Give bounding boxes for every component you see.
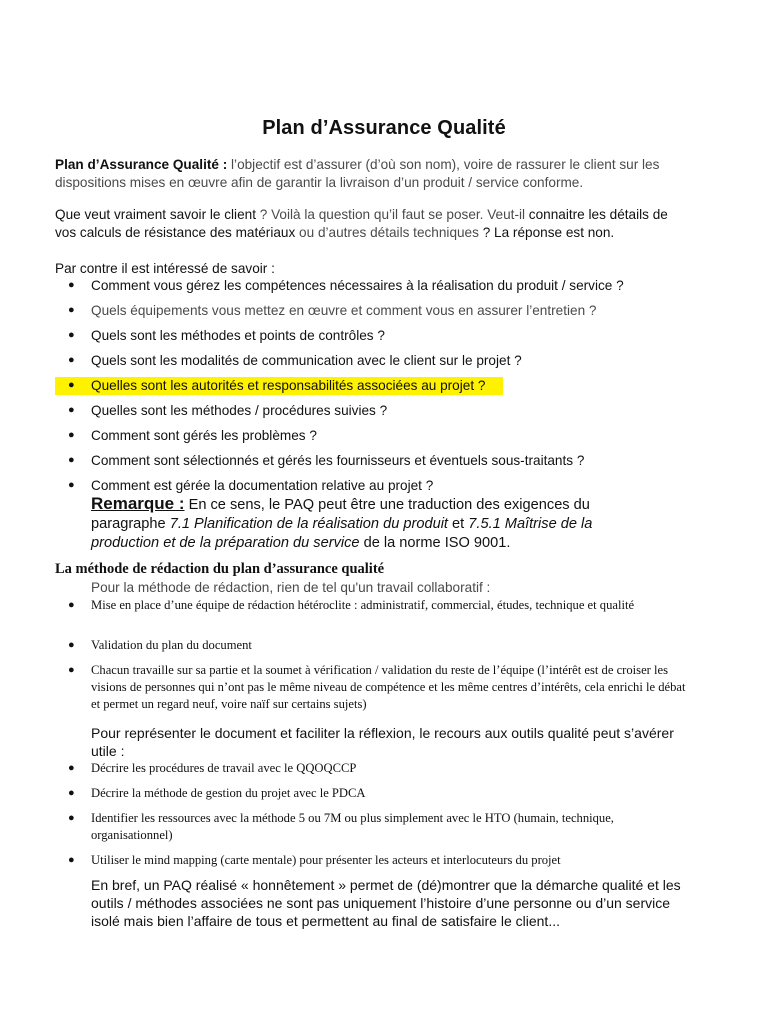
list-item: ● Chacun travaille sur sa partie et la soumet à vérification / validation du reste de l’équipe (l’intérêt est de croiser les visions de personnes qui n’ont pas le même niveau de compétence et les même centres d’intérêts, cela enrichi le débat et permet un regard neuf, voire naïf sur certains sujets) <box>68 663 686 711</box>
intro-label: Plan d’Assurance Qualité : <box>55 157 228 172</box>
remarque-paragraph: Remarque : En ce sens, le PAQ peut être une traduction des exigences du paragraphe 7.1 Planification de la réalisation du produit et 7.5.1 Maîtrise de la production et de la préparation du service de la norme ISO 9001. <box>91 494 593 551</box>
list-item: ● Comment vous gérez les compétences nécessaires à la réalisation du produit / service ? <box>68 278 624 293</box>
bullet-icon: ● <box>68 812 75 824</box>
bullet-icon: ● <box>68 762 75 774</box>
list-item: ● Utiliser le mind mapping (carte mentale) pour présenter les acteurs et interlocuteurs du projet <box>68 853 561 867</box>
bullet-icon: ● <box>68 279 75 291</box>
conclusion-text: En bref, un PAQ réalisé « honnêtement » permet de (dé)montrer que la démarche qualité et les outils / méthodes associées ne sont pas uniquement l’histoire d’une personne ou d’un service isolé mais bien l’affaire de tous et permettent au final de satisfaire le client... <box>91 877 681 929</box>
document-title: Plan d’Assurance Qualité <box>262 117 506 139</box>
bullet-icon: ● <box>68 599 75 611</box>
questions-list <box>55 277 695 502</box>
bullet-icon: ● <box>68 404 75 416</box>
list-item: ● Décrire la méthode de gestion du projet avec le PDCA <box>68 786 366 800</box>
question-part1: Que veut vraiment savoir le client <box>55 207 256 222</box>
question-paragraph <box>55 206 685 241</box>
remarque-ref-2: 7.5.1 Maîtrise de la production et de la préparation du service <box>91 516 593 551</box>
bullet-icon: ● <box>68 479 75 491</box>
remarque-ref-1: 7.1 Planification de la réalisation du produit <box>169 516 448 532</box>
outils-intro: Pour représenter le document et faciliter la réflexion, le recours aux outils qualité peut s’avérer utile : <box>91 725 674 759</box>
question-part2: ? Voilà la question qu’il faut se poser. Veut-il <box>255 207 526 222</box>
bullet-icon: ● <box>68 429 75 441</box>
bullet-icon: ● <box>68 329 75 341</box>
list-item: ● Identifier les ressources avec la méthode 5 ou 7M ou plus simplement avec le HTO (humain, technique, organisationnel) <box>68 811 614 842</box>
question-part3: connaitre les détails de vos calculs de résistance des matériaux <box>55 207 668 240</box>
bullet-icon: ● <box>68 304 75 316</box>
list-item: ● Comment sont gérés les problèmes ? <box>68 428 317 443</box>
bullet-icon: ● <box>68 379 75 391</box>
bullet-icon: ● <box>68 787 75 799</box>
list-item: ● Comment est gérée la documentation relative au projet ? <box>68 478 434 493</box>
bullet-icon: ● <box>68 639 75 651</box>
list-item-highlighted: ● Quelles sont les autorités et responsabilités associées au projet ? <box>55 377 695 402</box>
list-item: ● Quelles sont les méthodes / procédures suivies ? <box>68 403 388 418</box>
bullet-icon: ● <box>68 354 75 366</box>
list-item: ● Validation du plan du document <box>68 638 252 652</box>
question-part4: ou d’autres détails techniques <box>295 224 479 240</box>
list-item: ● Décrire les procédures de travail avec le QQOQCCP <box>68 761 357 775</box>
outils-list <box>55 760 695 877</box>
question-part5: ? La réponse est non. <box>478 224 615 240</box>
list-item: ● Quels équipements vous mettez en œuvre et comment vous en assurer l’entretien ? <box>68 303 597 318</box>
list-item: ● Quels sont les méthodes et points de contrôles ? <box>68 328 385 343</box>
intro-paragraph <box>55 156 685 191</box>
par-contre-line: Par contre il est intéressé de savoir : <box>55 261 275 276</box>
methode-list <box>55 597 695 722</box>
list-item: ● Mise en place d’une équipe de rédaction hétéroclite : administratif, commercial, études, technique et qualité <box>68 598 635 612</box>
section-heading-methode: La méthode de rédaction du plan d’assurance qualité <box>55 561 385 577</box>
remarque-label: Remarque : <box>91 494 185 513</box>
conclusion-paragraph <box>91 876 681 930</box>
list-item: ● Quels sont les modalités de communication avec le client sur le projet ? <box>68 353 522 368</box>
list-item: ● Comment sont sélectionnés et gérés les fournisseurs et éventuels sous-traitants ? <box>68 453 585 468</box>
bullet-icon: ● <box>68 664 75 676</box>
methode-intro: Pour la méthode de rédaction, rien de tel qu'un travail collaboratif : <box>91 580 491 595</box>
intro-text: l’objectif est d’assurer (d’où son nom), voire de rassurer le client sur les dispositions mises en œuvre afin de garantir la livraison d’un produit / service conforme. <box>55 157 660 190</box>
bullet-icon: ● <box>68 854 75 866</box>
bullet-icon: ● <box>68 454 75 466</box>
